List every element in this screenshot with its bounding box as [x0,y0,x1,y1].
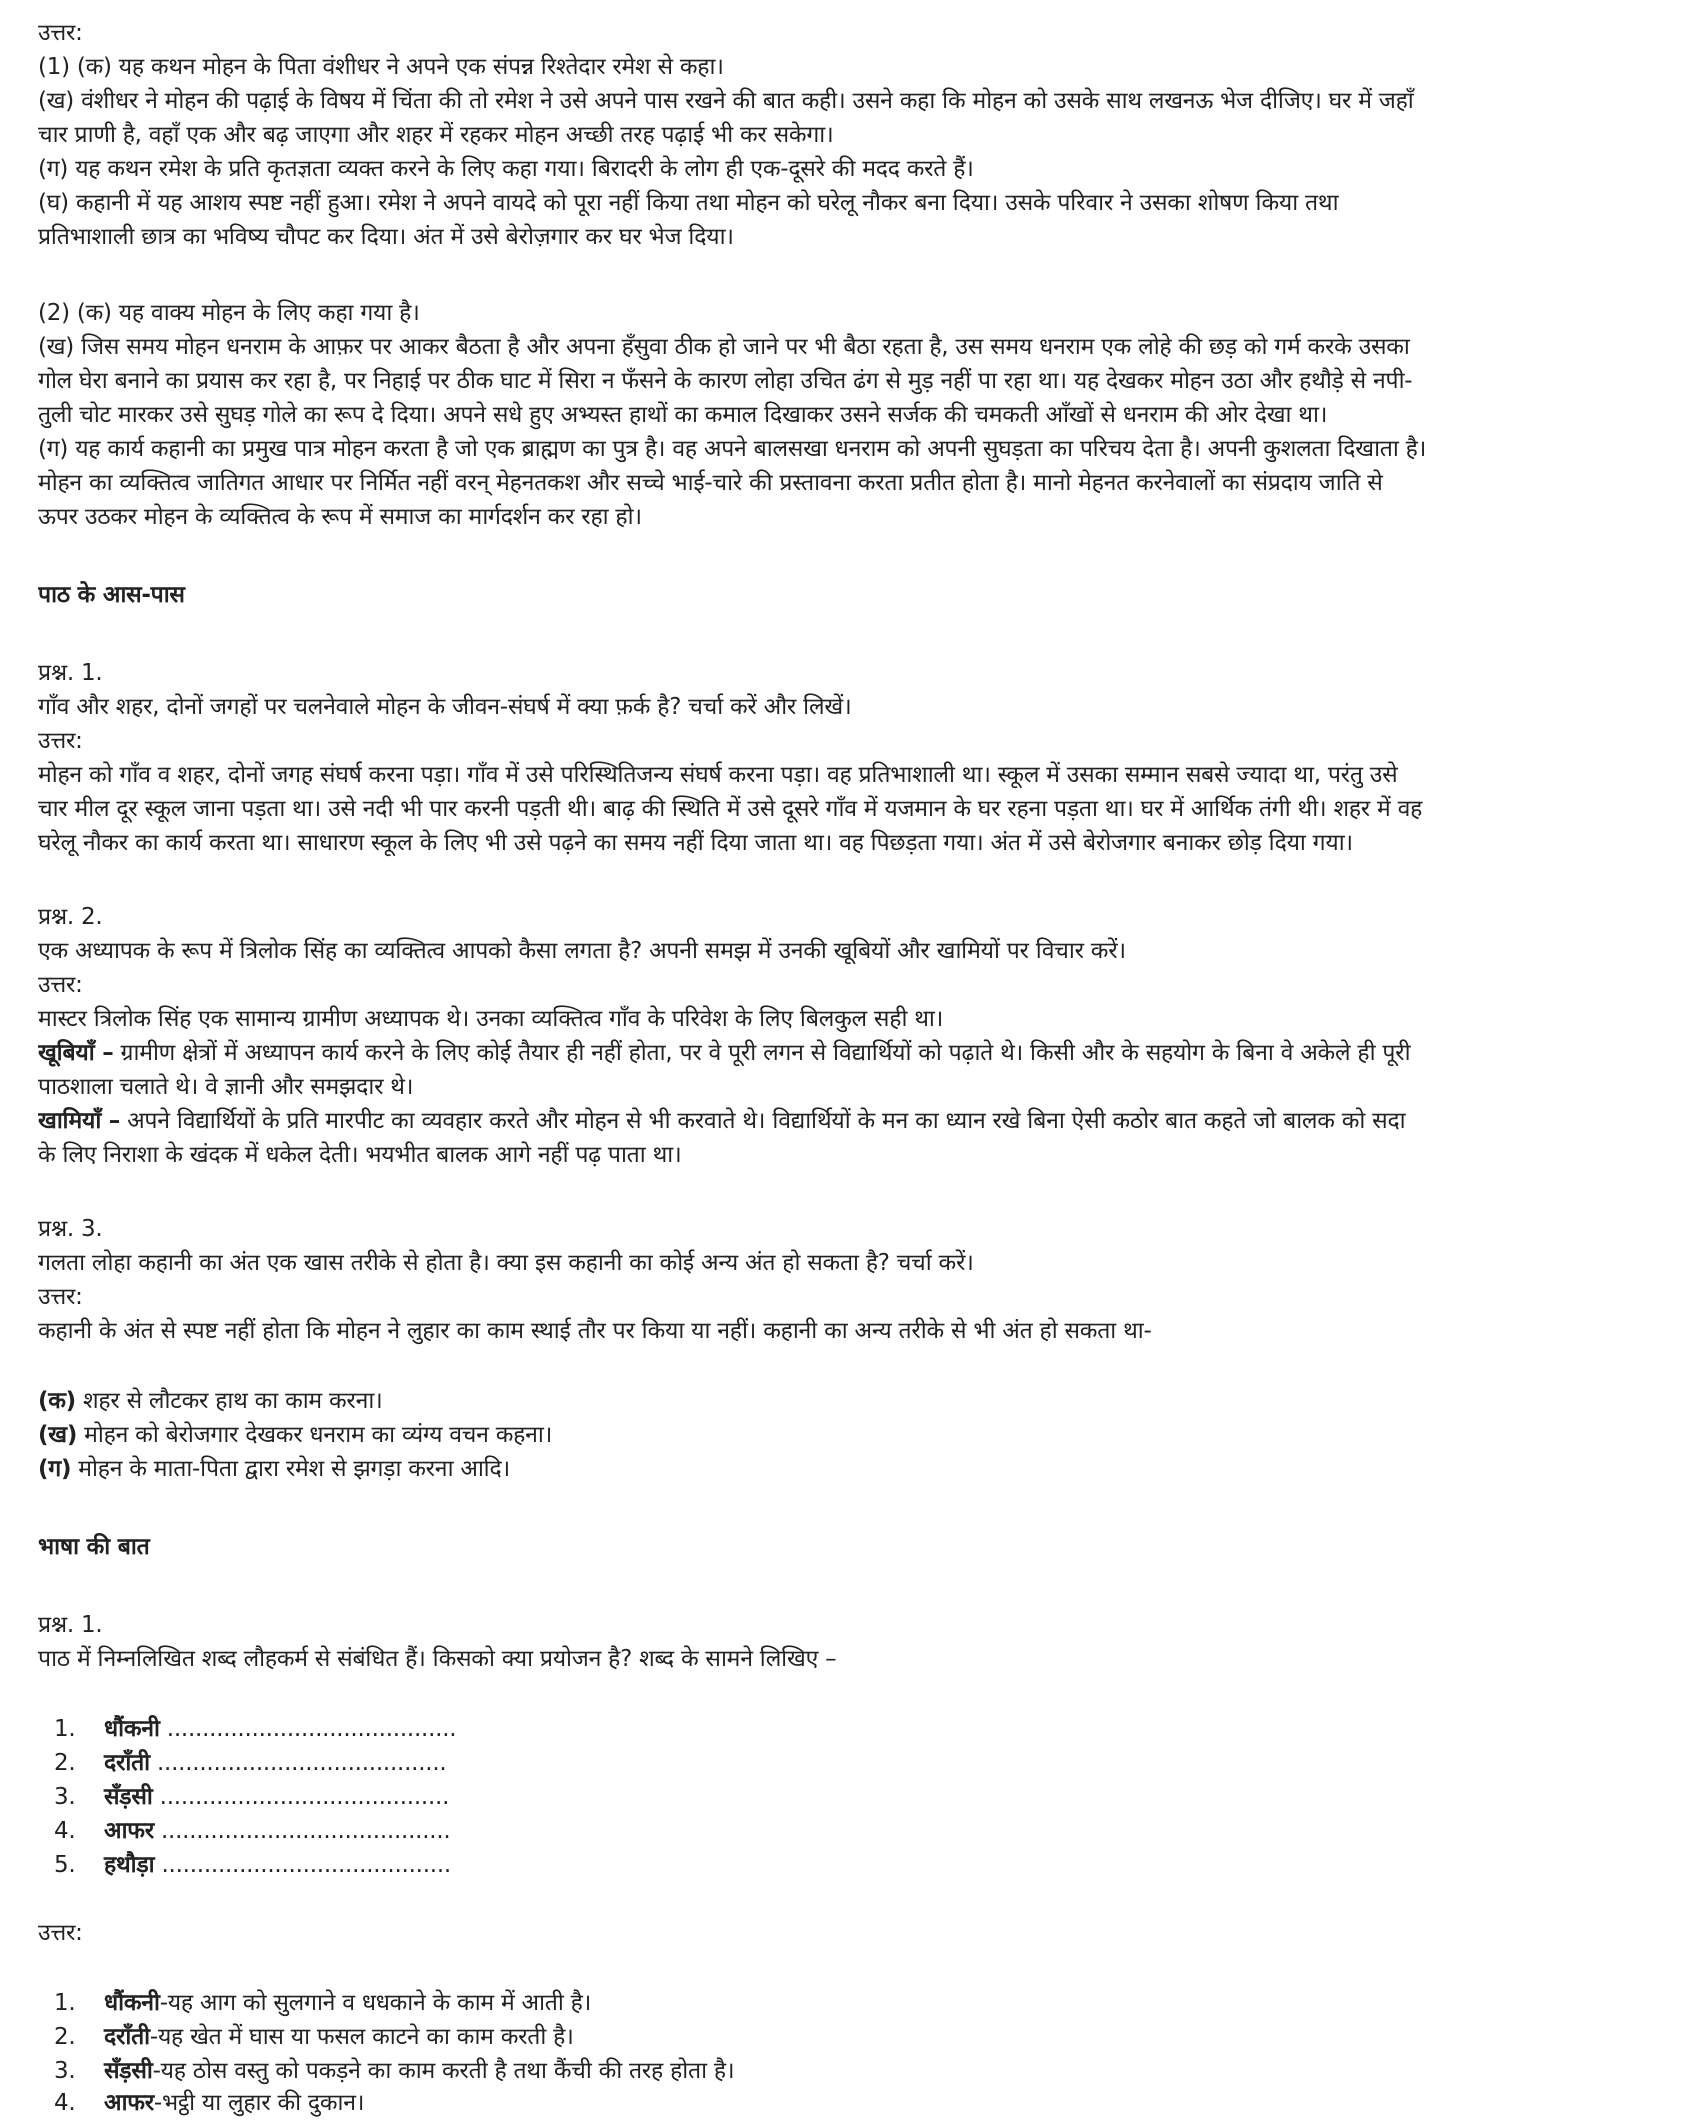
answer-line: (ग) यह कार्य कहानी का प्रमुख पात्र मोहन करता है जो एक ब्राह्मण का पुत्र है। वह अपने बालसखा धनराम को अपनी सुघड़ता का परिचय देता है। अपनी कुशलता दिखाता है। [38,436,1427,462]
list-number: 3. [54,2058,76,2084]
section-heading: भाषा की बात [38,1534,150,1560]
list-word: आफर [104,1818,154,1844]
list-number: 4. [54,2090,76,2116]
answer-line: प्रतिभाशाली छात्र का भविष्य चौपट कर दिया। अंत में उसे बेरोज़गार कर घर भेज दिया। [38,224,734,250]
answer-line: (ख) जिस समय मोहन धनराम के आफ़र पर आकर बैठता है और अपना हँसुवा ठीक हो जाने पर भी बैठा रहता है, उस समय धनराम एक लोहे की छड़ को गर्म करके उसका [38,334,1410,360]
question-text: एक अध्यापक के रूप में त्रिलोक सिंह का व्यक्तित्व आपको कैसा लगता है? अपनी समझ में उनकी खूबियों और खामियों पर विचार करें। [38,938,1126,964]
list-item [38,1986,1664,2020]
answer-line [38,1104,1664,1138]
list-item [38,1814,1664,1848]
answer-line: मोहन का व्यक्तित्व जातिगत आधार पर निर्मित नहीं वरन् मेहनतकश और सच्चे भाई-चारे की प्रस्तावना करता प्रतीत होता है। मानो मेहनत करनेवालों का संप्रदाय जाति से [38,470,1383,496]
answer-line: मोहन को गाँव व शहर, दोनों जगह संघर्ष करना पड़ा। गाँव में उसे परिस्थितिजन्य संघर्ष करना पड़ा। वह प्रतिभाशाली था। स्कूल में उसका सम्मान सबसे ज्यादा था, परंतु उसे [38,762,1398,788]
answer-line: ऊपर उठकर मोहन के व्यक्तित्व के रूप में समाज का मार्गदर्शन कर रहा हो। [38,504,642,530]
list-number: 2. [54,2024,76,2050]
list-word: आफर [104,2090,154,2116]
list-answer: -यह ठोस वस्तु को पकड़ने का काम करती है तथा कैंची की तरह होता है। [152,2058,735,2084]
question-label: प्रश्न. 3. [38,1216,103,1242]
section-heading: पाठ के आस-पास [38,582,185,608]
answer-line: घरेलू नौकर का कार्य करता था। साधारण स्कूल के लिए भी उसे पढ़ने का समय नहीं दिया जाता था। वह पिछड़ता गया। अंत में उसे बेरोजगार बनाकर छोड़ दिया गया। [38,830,1353,856]
list-word: दराँती [104,2024,150,2050]
list-item [38,1712,1664,1746]
merits-text: ग्रामीण क्षेत्रों में अध्यापन कार्य करने के लिए कोई तैयार ही नहीं होता, पर वे पूरी लगन से विद्यार्थियों को पढ़ाते थे। किसी और के सहयोग के बिना वे अकेले ही पूरी [113,1040,1411,1066]
question-text: गलता लोहा कहानी का अंत एक खास तरीके से होता है। क्या इस कहानी का कोई अन्य अंत हो सकता है? चर्चा करें। [38,1250,974,1276]
option-line [38,1452,1664,1486]
list-item [38,2054,1664,2088]
list-number: 4. [54,1818,76,1844]
answer-line: चार मील दूर स्कूल जाना पड़ता था। उसे नदी भी पार करनी पड़ती थी। बाढ़ की स्थिति में उसे दूसरे गाँव में यजमान के घर रहना पड़ता था। घर में आर्थिक तंगी थी। शहर में वह [38,796,1423,822]
question-text: गाँव और शहर, दोनों जगहों पर चलनेवाले मोहन के जीवन-संघर्ष में क्या फ़र्क है? चर्चा करें और लिखें। [38,694,852,720]
list-item [38,2086,1664,2120]
list-word: दराँती [104,1750,150,1776]
option-text: मोहन को बेरोजगार देखकर धनराम का व्यंग्य वचन कहना। [77,1422,553,1448]
option-text: शहर से लौटकर हाथ का काम करना। [75,1388,383,1414]
question-label: प्रश्न. 1. [38,1612,103,1638]
answer-label: उत्तर: [38,20,83,46]
list-word: सँड़सी [104,1784,153,1810]
list-word: सँड़सी [104,2058,153,2084]
list-dots: ......................................... [159,1716,457,1742]
answer-label: उत्तर: [38,972,83,998]
answer-line [38,1036,1664,1070]
list-dots: ......................................... [149,1750,447,1776]
list-number: 2. [54,1750,76,1776]
answer-line: मास्टर त्रिलोक सिंह एक सामान्य ग्रामीण अध्यापक थे। उनका व्यक्तित्व गाँव के परिवेश के लिए बिलकुल सही था। [38,1006,944,1032]
list-dots: ......................................... [154,1852,451,1878]
answer-line: के लिए निराशा के खंदक में धकेल देती। भयभीत बालक आगे नहीं पढ़ पाता था। [38,1142,682,1168]
list-word: हथौड़ा [104,1852,155,1878]
list-dots: ......................................... [153,1818,451,1844]
answer-line: (ख) वंशीधर ने मोहन की पढ़ाई के विषय में चिंता की तो रमेश ने उसे अपने पास रखने की बात कही। उसने कहा कि मोहन को उसके साथ लखनऊ भेज दीजिए। घर में जहाँ [38,88,1414,114]
list-word: धौंकनी [104,1990,160,2016]
list-answer: -यह आग को सुलगाने व धधकाने के काम में आती है। [159,1990,592,2016]
list-answer: -भट्ठी या लुहार की दुकान। [153,2090,365,2116]
list-number: 1. [54,1990,76,2016]
answer-line: कहानी के अंत से स्पष्ट नहीं होता कि मोहन ने लुहार का काम स्थाई तौर पर किया या नहीं। कहानी का अन्य तरीके से भी अंत हो सकता था- [38,1318,1152,1344]
answer-line: पाठशाला चलाते थे। वे ज्ञानी और समझदार थे। [38,1074,414,1100]
list-dots: ......................................... [152,1784,450,1810]
list-item [38,2020,1664,2054]
question-label: प्रश्न. 1. [38,660,103,686]
answer-label: उत्तर: [38,1284,83,1310]
merits-label: खूबियाँ – [38,1040,114,1066]
list-item [38,1746,1664,1780]
option-text: मोहन के माता-पिता द्वारा रमेश से झगड़ा करना आदि। [71,1456,510,1482]
answer-line: (2) (क) यह वाक्य मोहन के लिए कहा गया है। [38,300,420,326]
option-key: (ग) [38,1456,72,1482]
answer-line: (1) (क) यह कथन मोहन के पिता वंशीधर ने अपने एक संपन्न रिश्तेदार रमेश से कहा। [38,54,724,80]
list-word: धौंकनी [104,1716,160,1742]
demerits-text: अपने विद्यार्थियों के प्रति मारपीट का व्यवहार करते और मोहन से भी करवाते थे। विद्यार्थियों के मन का ध्यान रखे बिना ऐसी कठोर बात कहते जो बालक को सदा [120,1108,1406,1134]
option-line [38,1384,1664,1418]
answer-line: चार प्राणी है, वहाँ एक और बढ़ जाएगा और शहर में रहकर मोहन अच्छी तरह पढ़ाई भी कर सकेगा। [38,122,834,148]
option-key: (क) [38,1388,76,1414]
answer-label: उत्तर: [38,728,83,754]
question-label: प्रश्न. 2. [38,904,103,930]
list-item [38,1848,1664,1882]
answer-label: उत्तर: [38,1920,83,1946]
option-key: (ख) [38,1422,78,1448]
list-number: 3. [54,1784,76,1810]
answer-line: (घ) कहानी में यह आशय स्पष्ट नहीं हुआ। रमेश ने अपने वायदे को पूरा नहीं किया तथा मोहन को घरेलू नौकर बना दिया। उसके परिवार ने उसका शोषण किया तथा [38,190,1339,216]
answer-line: (ग) यह कथन रमेश के प्रति कृतज्ञता व्यक्त करने के लिए कहा गया। बिरादरी के लोग ही एक-दूसरे की मदद करते हैं। [38,156,974,182]
list-answer: -यह खेत में घास या फसल काटने का काम करती है। [149,2024,574,2050]
option-line [38,1418,1664,1452]
answer-line: तुली चोट मारकर उसे सुघड़ गोले का रूप दे दिया। अपने सधे हुए अभ्यस्त हाथों का कमाल दिखाकर उसने सर्जक की चमकती आँखों से धनराम की ओर देखा था। [38,402,1328,428]
question-text: पाठ में निम्नलिखित शब्द लौहकर्म से संबंधित हैं। किसको क्या प्रयोजन है? शब्द के सामने लिखिए – [38,1646,837,1672]
list-item [38,1780,1664,1814]
list-number: 1. [54,1716,76,1742]
list-number: 5. [54,1852,76,1878]
answer-line: गोल घेरा बनाने का प्रयास कर रहा है, पर निहाई पर ठीक घाट में सिरा न फँसने के कारण लोहा उचित ढंग से मुड़ नहीं पा रहा था। यह देखकर मोहन उठा और हथौड़े से नपी- [38,368,1413,394]
demerits-label: खामियाँ – [38,1108,121,1134]
